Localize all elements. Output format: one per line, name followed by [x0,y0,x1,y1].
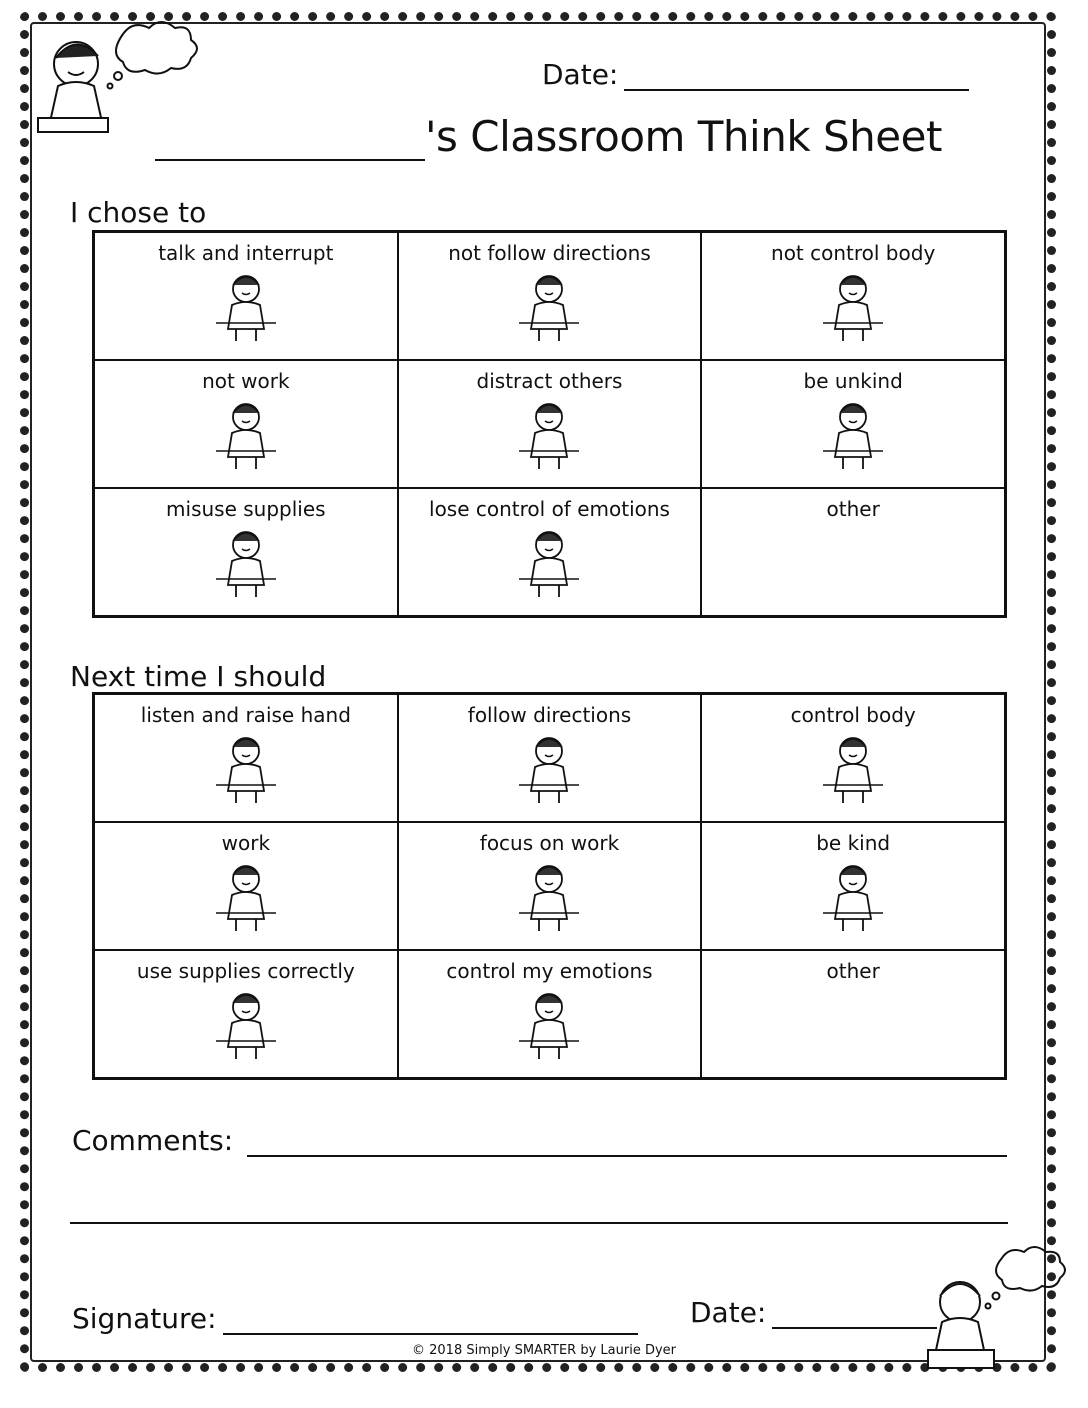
page-title [155,112,942,161]
next-option-cell[interactable] [398,950,702,1078]
child-raising-hand-icon [206,733,286,807]
next-option-cell[interactable] [398,694,702,822]
child-upset-icon [509,527,589,601]
signature-label: Signature: [72,1302,217,1335]
date-label: Date: [542,58,619,91]
teacher-and-child-icon [509,733,589,807]
option-illustration [206,399,286,477]
option-label: misuse supplies [166,497,326,521]
option-label: other [826,497,880,521]
title-text: 's Classroom Think Sheet [425,112,942,161]
option-illustration [509,271,589,349]
child-writing-icon [206,861,286,935]
child-messy-desk-icon [206,527,286,601]
option-label: be unkind [803,369,903,393]
children-pushing-icon [813,271,893,345]
option-label: focus on work [479,831,620,855]
children-standing-icon [813,733,893,807]
next-option-cell[interactable] [701,950,1005,1078]
option-label: listen and raise hand [140,703,351,727]
child-at-desk-icon [509,271,589,345]
option-label: not work [202,369,290,393]
child-hugging-self-icon [813,861,893,935]
chose-option-cell[interactable] [398,488,702,616]
chose-grid [92,230,1007,618]
option-illustration [509,989,589,1067]
signature-blank[interactable] [223,1303,638,1335]
date-field-top[interactable] [542,58,969,91]
chose-option-cell[interactable] [398,360,702,488]
option-label: use supplies correctly [136,959,355,983]
comments-blank[interactable] [247,1125,1007,1157]
option-illustration [813,861,893,939]
chose-option-cell[interactable] [701,488,1005,616]
option-label: lose control of emotions [429,497,670,521]
chose-option-cell[interactable] [701,360,1005,488]
child-reading-icon [509,861,589,935]
option-label: distract others [476,369,623,393]
next-option-cell[interactable] [398,822,702,950]
option-illustration [206,733,286,811]
date-blank[interactable] [624,59,969,91]
option-illustration [813,399,893,477]
child-pushing-friend-icon [813,399,893,473]
option-illustration [206,861,286,939]
option-label: control my emotions [446,959,653,983]
option-illustration [813,733,893,811]
next-option-cell[interactable] [94,950,398,1078]
option-illustration [509,527,589,605]
option-label: control body [790,703,916,727]
date-field-bottom[interactable] [690,1296,937,1329]
option-label: follow directions [467,703,632,727]
chose-option-cell[interactable] [94,232,398,360]
option-label: not control body [771,241,936,265]
child-talking-icon [206,271,286,345]
next-option-cell[interactable] [701,694,1005,822]
option-label: work [221,831,271,855]
next-option-cell[interactable] [94,822,398,950]
option-illustration [813,271,893,349]
date-label-bottom: Date: [690,1296,767,1329]
chose-option-cell[interactable] [94,360,398,488]
option-illustration [509,861,589,939]
signature-field[interactable] [72,1302,638,1335]
option-illustration [206,271,286,349]
option-label: be kind [816,831,891,855]
option-illustration [206,989,286,1067]
next-grid [92,692,1007,1080]
child-tidy-desk-icon [206,989,286,1063]
comments-line-2[interactable] [70,1222,1008,1224]
date-blank-bottom[interactable] [772,1297,937,1329]
comments-label: Comments: [72,1124,234,1157]
copyright: © 2018 Simply SMARTER by Laurie Dyer [412,1343,676,1358]
option-label: not follow directions [448,241,651,265]
option-illustration [206,527,286,605]
next-option-cell[interactable] [94,694,398,822]
option-illustration [509,399,589,477]
comments-field[interactable] [72,1124,1007,1157]
chose-option-cell[interactable] [94,488,398,616]
option-label: other [826,959,880,983]
section-label-chose: I chose to [70,196,207,229]
option-illustration [509,733,589,811]
child-idle-at-desk-icon [206,399,286,473]
chose-option-cell[interactable] [398,232,702,360]
section-label-next: Next time I should [70,660,327,693]
child-calm-sitting-icon [509,989,589,1063]
name-blank[interactable] [155,121,425,161]
next-option-cell[interactable] [701,822,1005,950]
chose-option-cell[interactable] [701,232,1005,360]
option-label: talk and interrupt [158,241,334,265]
children-talking-at-table-icon [509,399,589,473]
